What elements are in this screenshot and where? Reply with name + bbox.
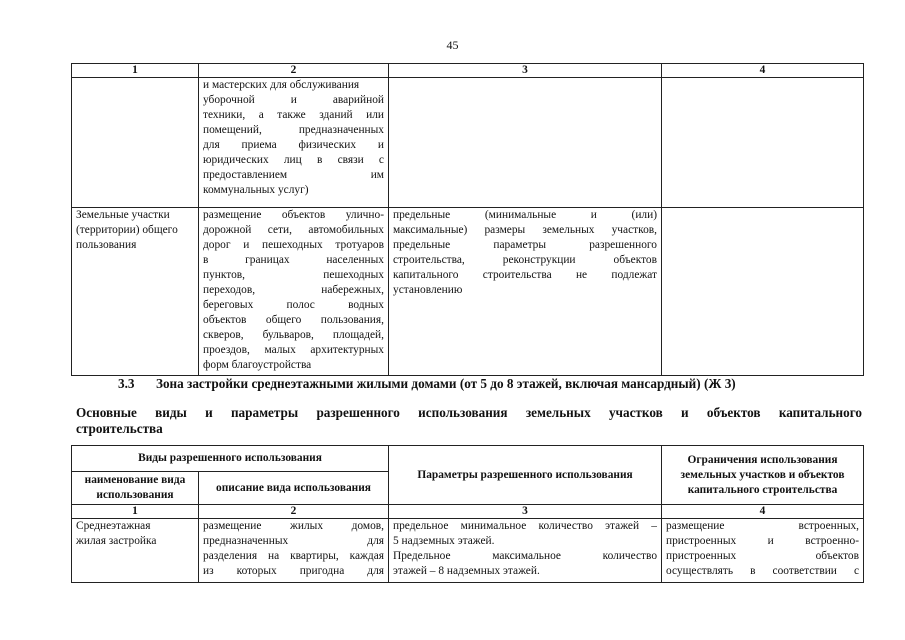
text-line: пристроенных и встроенно- (666, 535, 860, 547)
subheading-line: Основные виды и параметры разрешенного использования земельных участков и объектов капитального (76, 405, 862, 420)
table-header-row (72, 446, 864, 472)
column-number: 1 (72, 505, 199, 519)
text-line: проездов, малых архитектурных (203, 344, 384, 356)
table-continued (71, 63, 864, 376)
text-line: предназначенных для (203, 535, 385, 547)
cell-empty (389, 78, 662, 208)
cell-parameters (389, 519, 662, 583)
cell-empty (662, 208, 864, 376)
cell-description (199, 78, 389, 208)
text-line: (территории) общего (76, 224, 178, 236)
table-main (71, 445, 864, 583)
header-parameters: Параметры разрешенного использования (389, 446, 662, 505)
section-title (118, 376, 736, 392)
table-number-row (72, 64, 864, 78)
header-limits: Ограничения использования земельных участков и объектов капитального строительства (662, 446, 864, 505)
text-line: предельные (минимальные и (или) (393, 209, 657, 221)
text-line: помещений, предназначенных (203, 124, 384, 136)
column-number: 3 (389, 505, 662, 519)
text-line: объектов общего пользования, (203, 314, 384, 326)
text-line: в границах населенных (203, 254, 384, 266)
text-line: Предельное максимальное количество (393, 550, 658, 562)
text-line: этажей – 8 надземных этажей. (393, 565, 540, 577)
text-line: предоставлением им (203, 169, 384, 181)
column-number: 2 (199, 64, 389, 78)
text-line: скверов, бульваров, площадей, (203, 329, 384, 341)
column-number: 1 (72, 64, 199, 78)
text-line: переходов, набережных, (203, 284, 384, 296)
text-line: Среднеэтажная (76, 520, 151, 532)
header-description: описание вида использования (199, 472, 389, 505)
cell-limits (662, 519, 864, 583)
text-line: дорог и пешеходных тротуаров (203, 239, 384, 251)
cell-empty (72, 78, 199, 208)
text-line: Земельные участки (76, 209, 170, 221)
cell-name (72, 519, 199, 583)
text-line: предельные параметры разрешенного (393, 239, 657, 251)
text-line: техники, а также зданий или (203, 109, 384, 121)
text-line: для приема физических и (203, 139, 384, 151)
header-name: наименование вида использования (72, 472, 199, 505)
text-line: береговых полос водных (203, 299, 384, 311)
text-line: осуществлять в соответствии с (666, 565, 860, 577)
text-line: жилая застройка (76, 535, 157, 547)
cell-description (199, 208, 389, 376)
text-line: разделения на квартиры, каждая (203, 550, 385, 562)
column-number: 2 (199, 505, 389, 519)
cell-description (199, 519, 389, 583)
section-number: 3.3 (118, 376, 135, 391)
subheading (76, 405, 862, 437)
cell-parameters (389, 208, 662, 376)
subheading-line: строительства (76, 421, 163, 436)
column-number: 4 (662, 505, 864, 519)
cell-name (72, 208, 199, 376)
text-line: пристроенных объектов (666, 550, 860, 562)
text-line: капитального строительства не подлежат (393, 269, 657, 281)
text-line: 5 надземных этажей. (393, 535, 495, 547)
column-number: 3 (389, 64, 662, 78)
text-line: размещение жилых домов, (203, 520, 385, 532)
text-line: размещение объектов улично- (203, 209, 384, 221)
table-row (72, 519, 864, 583)
text-line: и мастерских для обслуживания (203, 79, 360, 91)
text-line: юридических лиц в связи с (203, 154, 384, 166)
table-number-row (72, 505, 864, 519)
text-line: установлению (393, 284, 463, 296)
column-number: 4 (662, 64, 864, 78)
text-line: максимальные) размеры земельных участков, (393, 224, 657, 236)
text-line: строительства, реконструкции объектов (393, 254, 657, 266)
text-line: форм благоустройства (203, 359, 312, 371)
text-line: уборочной и аварийной (203, 94, 384, 106)
text-line: дорожной сети, автомобильных (203, 224, 384, 236)
text-line: коммунальных услуг) (203, 184, 309, 196)
text-line: размещение встроенных, (666, 520, 860, 532)
cell-empty (662, 78, 864, 208)
text-line: пунктов, пешеходных (203, 269, 384, 281)
text-line: предельное минимальное количество этажей – (393, 520, 658, 532)
section-title-text: Зона застройки среднеэтажными жилыми домами (от 5 до 8 этажей, включая мансардный) (Ж 3) (156, 376, 736, 391)
header-types-group: Виды разрешенного использования (72, 446, 389, 472)
page-number: 45 (446, 38, 459, 52)
table-row (72, 208, 864, 376)
table-row (72, 78, 864, 208)
text-line: пользования (76, 239, 137, 251)
text-line: из которых пригодна для (203, 565, 385, 577)
